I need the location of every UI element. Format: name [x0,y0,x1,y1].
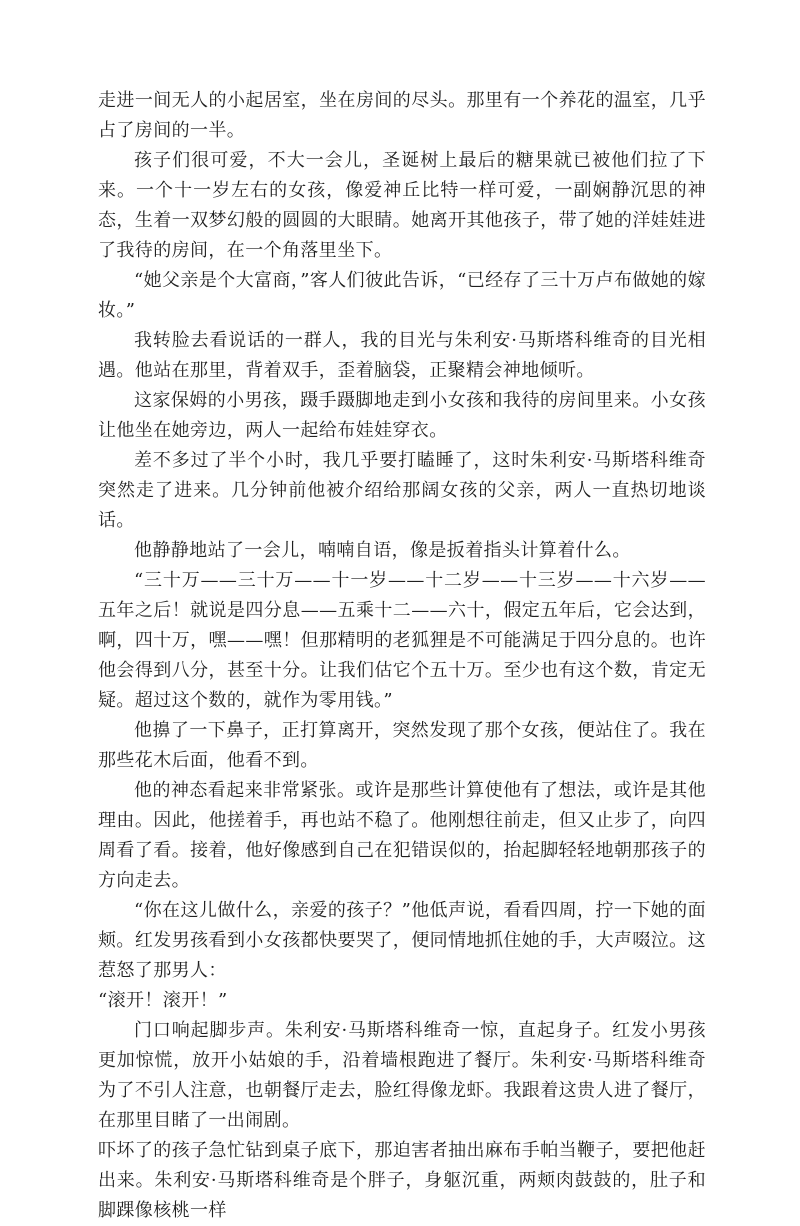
paragraph: 这家保姆的小男孩，蹑手蹑脚地走到小女孩和我待的房间里来。小女孩让他坐在她旁边，两人一起给布娃娃穿衣。 [98,390,706,441]
paragraph: “滚开！滚开！” [98,990,228,1011]
paragraph: 孩子们很可爱，不大一会儿，圣诞树上最后的糖果就已被他们拉了下来。一个十一岁左右的女孩，像爱神丘比特一样可爱，一副娴静沉思的神态，生着一双梦幻般的圆圆的大眼睛。她离开其他孩子，带了她的洋娃娃进了我待的房间，在一个角落里坐下。 [98,150,706,261]
paragraph: “三十万——三十万——十一岁——十二岁——十三岁——十六岁——五年之后！就说是四分息——五乘十二——六十，假定五年后，它会达到，啊，四十万，嘿——嘿！但那精明的老狐狸是不可能满足于四分息的。也许他会得到八分，甚至十分。让我们估它个五十万。至少也有这个数，肯定无疑。超过这个数的，就作为零用钱。” [98,570,706,711]
paragraph: 走进一间无人的小起居室，坐在房间的尽头。那里有一个养花的温室，几乎占了房间的一半。 [98,90,706,141]
paragraph: 我转脸去看说话的一群人，我的目光与朱利安·马斯塔科维奇的目光相遇。他站在那里，背着双手，歪着脑袋，正聚精会神地倾听。 [98,330,706,381]
paragraph: 他静静地站了一会儿，喃喃自语，像是扳着指头计算着什么。 [134,540,631,561]
paragraph: 他擤了一下鼻子，正打算离开，突然发现了那个女孩，便站住了。我在那些花木后面，他看不到。 [98,720,706,771]
paragraph: 吓坏了的孩子急忙钻到桌子底下，那迫害者抽出麻布手帕当鞭子，要把他赶出来。朱利安·马斯塔科维奇是个胖子，身躯沉重，两颊肉鼓鼓的，肚子和脚踝像核桃一样 [98,1140,706,1221]
paragraph: 门口响起脚步声。朱利安·马斯塔科维奇一惊，直起身子。红发小男孩更加惊慌，放开小姑娘的手，沿着墙根跑进了餐厅。朱利安·马斯塔科维奇为了不引人注意，也朝餐厅走去，脸红得像龙虾。我跟着这贵人进了餐厅，在那里目睹了一出闹剧。 [98,1020,706,1131]
body-text [98,86,706,1226]
paragraph: “她父亲是个大富商，”客人们彼此告诉，“已经存了三十万卢布做她的嫁妆。” [98,270,706,321]
paragraph: 差不多过了半个小时，我几乎要打瞌睡了，这时朱利安·马斯塔科维奇突然走了进来。几分钟前他被介绍给那阔女孩的父亲，两人一直热切地谈话。 [98,450,706,531]
paragraph: “你在这儿做什么，亲爱的孩子？”他低声说，看看四周，拧一下她的面颊。红发男孩看到小女孩都快要哭了，便同情地抓住她的手，大声啜泣。这惹怒了那男人： [98,900,706,981]
paragraph: 他的神态看起来非常紧张。或许是那些计算使他有了想法，或许是其他理由。因此，他搓着手，再也站不稳了。他刚想往前走，但又止步了，向四周看了看。接着，他好像感到自己在犯错误似的，抬起脚轻轻地朝那孩子的方向走去。 [98,780,706,891]
